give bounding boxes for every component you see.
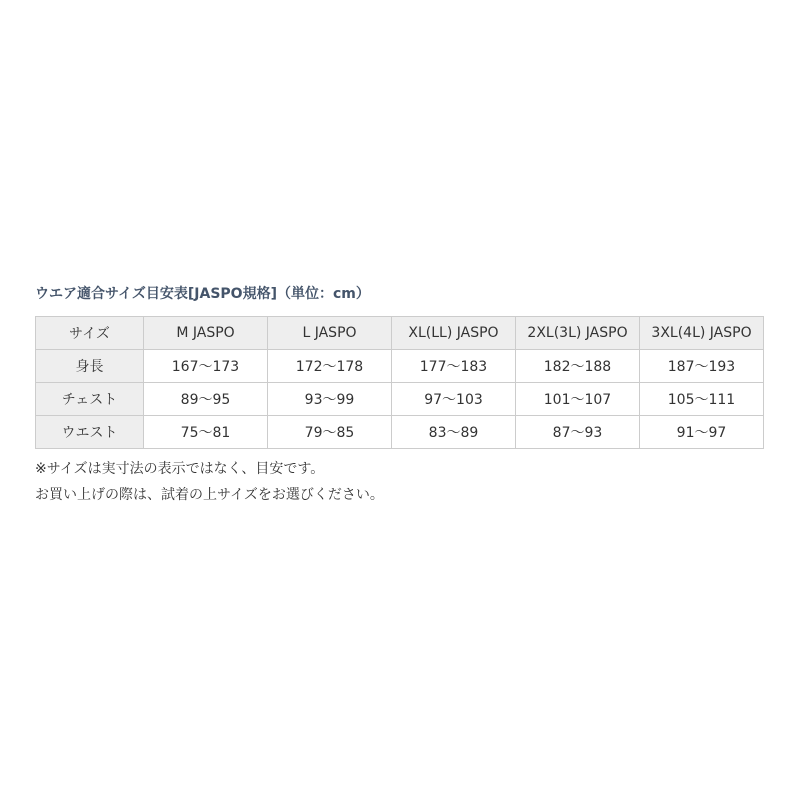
header-cell-3xl: 3XL(4L) JASPO — [640, 317, 764, 350]
size-value-cell: 97～103 — [392, 383, 516, 416]
size-table — [35, 316, 764, 449]
header-cell-m: M JASPO — [144, 317, 268, 350]
table-row-chest — [36, 383, 764, 416]
row-label-height: 身長 — [36, 350, 144, 383]
size-table-header-row — [36, 317, 764, 350]
size-value-cell: 93～99 — [268, 383, 392, 416]
header-cell-size: サイズ — [36, 317, 144, 350]
table-row-waist — [36, 416, 764, 449]
size-value-cell: 182～188 — [516, 350, 640, 383]
header-cell-xl: XL(LL) JASPO — [392, 317, 516, 350]
note-size-disclaimer: ※サイズは実寸法の表示ではなく、目安です。 — [35, 461, 325, 477]
size-value-cell: 105～111 — [640, 383, 764, 416]
size-chart-section — [35, 286, 763, 502]
size-value-cell: 87～93 — [516, 416, 640, 449]
size-value-cell: 79～85 — [268, 416, 392, 449]
row-label-chest: チェスト — [36, 383, 144, 416]
size-value-cell: 83～89 — [392, 416, 516, 449]
header-cell-l: L JASPO — [268, 317, 392, 350]
size-value-cell: 167～173 — [144, 350, 268, 383]
size-value-cell: 187～193 — [640, 350, 764, 383]
size-value-cell: 172～178 — [268, 350, 392, 383]
header-cell-2xl: 2XL(3L) JASPO — [516, 317, 640, 350]
note-fitting-advice: お買い上げの際は、試着の上サイズをお選びください。 — [35, 487, 384, 503]
table-row-height — [36, 350, 764, 383]
size-chart-title: ウエア適合サイズ目安表[JASPO規格]（単位：cm） — [35, 286, 370, 302]
size-value-cell: 177～183 — [392, 350, 516, 383]
size-value-cell: 75～81 — [144, 416, 268, 449]
size-value-cell: 91～97 — [640, 416, 764, 449]
size-value-cell: 89～95 — [144, 383, 268, 416]
row-label-waist: ウエスト — [36, 416, 144, 449]
size-value-cell: 101～107 — [516, 383, 640, 416]
